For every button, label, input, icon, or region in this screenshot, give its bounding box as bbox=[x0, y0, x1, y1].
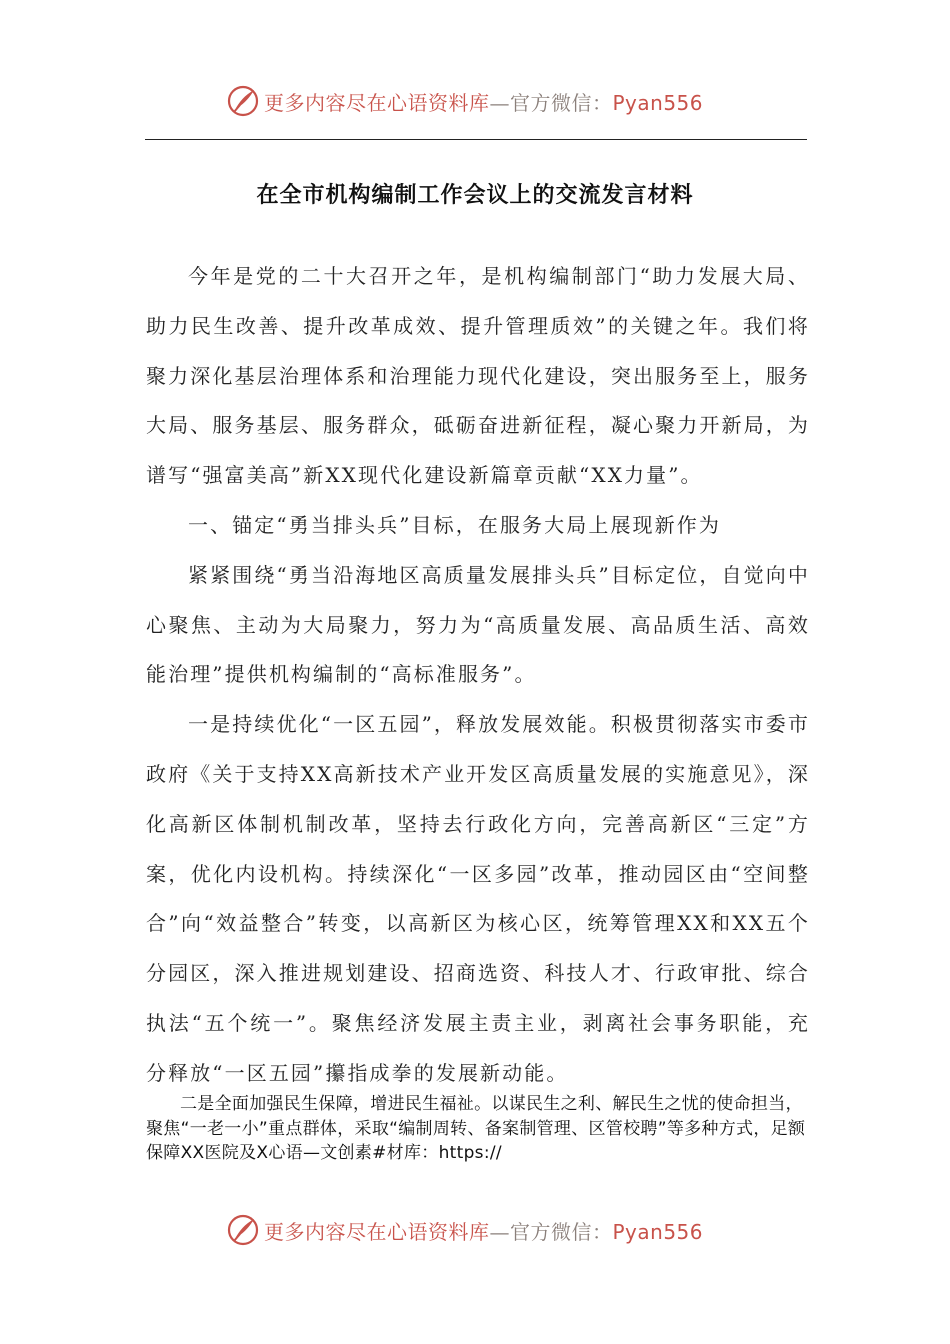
banner-main-text: 更多内容尽在心语资料库 bbox=[264, 90, 490, 115]
paragraph-point-two: 二是全面加强民生保障，增进民生福祉。以谋民生之利、解民生之忧的使命担当，聚焦“一老一小”重点群体，采取“编制周转、备案制管理、区管校聘”等多种方式，足额保障XX医院及X心语—文创素#材库：https:// bbox=[146, 1094, 806, 1163]
banner-wechat-label: 官方微信： bbox=[510, 90, 613, 115]
document-title: 在全市机构编制工作会议上的交流发言材料 bbox=[256, 183, 694, 208]
banner-text bbox=[264, 1216, 703, 1245]
header-divider bbox=[145, 139, 807, 140]
banner-main-text: 更多内容尽在心语资料库 bbox=[264, 1219, 490, 1244]
feather-pen-icon bbox=[226, 84, 260, 118]
banner-dash: — bbox=[489, 90, 510, 115]
paragraph-intro: 今年是党的二十大召开之年，是机构编制部门“助力发展大局、助力民生改善、提升改革成效、提升管理质效”的关键之年。我们将聚力深化基层治理体系和治理能力现代化建设，突出服务至上，服务大局、服务基层、服务群众，砥砺奋进新征程，凝心聚力开新局，为谱写“强富美高”新XX现代化建设新篇章贡献“XX力量”。 bbox=[146, 264, 810, 488]
banner-dash: — bbox=[489, 1219, 510, 1244]
feather-pen-icon bbox=[226, 1213, 260, 1247]
banner-wechat-id: Pyan556 bbox=[612, 90, 704, 115]
paragraph-point-one: 一是持续优化“一区五园”，释放发展效能。积极贯彻落实市委市政府《关于支持XX高新技术产业开发区高质量发展的实施意见》，深化高新区体制机制改革，坚持去行政化方向，完善高新区“三定”方案，优化内设机构。持续深化“一区多园”改革，推动园区由“空间整合”向“效益整合”转变，以高新区为核心区，统筹管理XX和XX五个分园区，深入推进规划建设、招商选资、科技人才、行政审批、综合执法“五个统一”。聚焦经济发展主责主业，剥离社会事务职能，充分释放“一区五园”攥指成拳的发展新动能。 bbox=[146, 712, 810, 1085]
banner-wechat-id: Pyan556 bbox=[612, 1219, 704, 1244]
section-heading: 一、锚定“勇当排头兵”目标，在服务大局上展现新作为 bbox=[188, 512, 721, 537]
document-body bbox=[146, 252, 810, 1099]
footer-banner bbox=[0, 1207, 950, 1253]
header-banner bbox=[0, 78, 950, 124]
banner-wechat-label: 官方微信： bbox=[510, 1219, 613, 1244]
document-tail bbox=[146, 1092, 810, 1166]
paragraph-goal: 紧紧围绕“勇当沿海地区高质量发展排头兵”目标定位，自觉向中心聚焦、主动为大局聚力，努力为“高质量发展、高品质生活、高效能治理”提供机构编制的“高标准服务”。 bbox=[146, 562, 810, 687]
banner-text bbox=[264, 87, 703, 116]
